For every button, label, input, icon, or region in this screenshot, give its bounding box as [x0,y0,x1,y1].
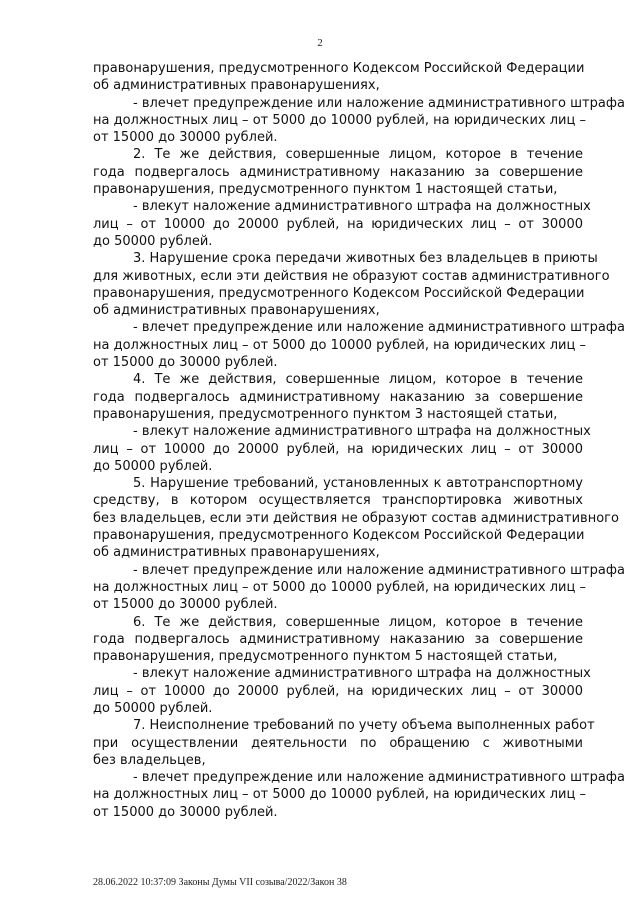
text-line: от 15000 до 30000 рублей. [93,804,278,820]
text-line: от 15000 до 30000 рублей. [93,355,278,371]
text-line: средству, в котором осуществляется транспортировка животных [93,493,583,509]
text-line: 5. Нарушение требований, установленных к автотранспортному [133,476,583,492]
text-line: правонарушения, предусмотренного Кодексом Российской Федерации [93,285,585,301]
text-line: без владельцев, если эти действия не образуют состав административного [93,510,619,526]
paragraph [93,146,583,198]
text-line: - влекут наложение административного штрафа на должностных [133,424,591,440]
text-line: правонарушения, предусмотренного пунктом 5 настоящей статьи, [93,649,558,665]
text-line: 6. Те же действия, совершенные лицом, которое в течение [133,614,583,630]
text-line: - влечет предупреждение или наложение административного штрафа [133,95,625,111]
text-line: от 15000 до 30000 рублей. [93,597,278,613]
paragraph [93,319,625,371]
text-line: 3. Нарушение срока передачи животных без владельцев в приюты [133,251,598,267]
text-line: на должностных лиц – от 5000 до 10000 рублей, на юридических лиц – [93,787,586,803]
text-line: 2. Те же действия, совершенные лицом, которое в течение [133,147,583,163]
text-line: 7. Неисполнение требований по учету объема выполненных работ [133,718,595,734]
text-line: без владельцев, [93,752,206,768]
text-line: об административных правонарушениях, [93,545,380,561]
text-line: об административных правонарушениях, [93,78,380,94]
paragraph [93,198,591,250]
paragraph [93,665,591,717]
text-line: правонарушения, предусмотренного Кодексом Российской Федерации [93,61,585,76]
text-line: об административных правонарушениях, [93,303,380,319]
paragraph [93,423,591,475]
page-number: 2 [317,37,323,49]
text-line: на должностных лиц – от 5000 до 10000 рублей, на юридических лиц – [93,337,586,353]
text-line: правонарушения, предусмотренного Кодексом Российской Федерации [93,528,585,544]
paragraph [93,60,583,95]
paragraph [93,475,619,561]
text-line: правонарушения, предусмотренного пунктом 3 настоящей статьи, [93,406,558,422]
text-line: от 15000 до 30000 рублей. [93,130,278,146]
text-line: - влечет предупреждение или наложение административного штрафа [133,320,625,336]
document-footer: 28.06.2022 10:37:09 Законы Думы VII созыва/2022/Закон 38 [93,877,347,888]
text-line: года подвергалось административному наказанию за совершение [93,389,583,405]
text-line: года подвергалось административному наказанию за совершение [93,164,583,180]
text-line: лиц – от 10000 до 20000 рублей, на юридических лиц – от 30000 [93,683,583,699]
paragraph [93,562,625,614]
paragraph [93,371,583,423]
text-line: для животных, если эти действия не образуют состав административного [93,268,610,284]
text-line: до 50000 рублей. [93,233,213,249]
text-line: 4. Те же действия, совершенные лицом, которое в течение [133,372,583,388]
text-line: - влекут наложение административного штрафа на должностных [133,199,591,215]
text-line: на должностных лиц – от 5000 до 10000 рублей, на юридических лиц – [93,579,586,595]
text-line: лиц – от 10000 до 20000 рублей, на юридических лиц – от 30000 [93,216,583,232]
text-line: года подвергалось административному наказанию за совершение [93,631,583,647]
text-line: на должностных лиц – от 5000 до 10000 рублей, на юридических лиц – [93,112,586,128]
paragraph [93,95,625,147]
paragraph [93,614,583,666]
text-line: до 50000 рублей. [93,458,213,474]
document-body [93,60,625,821]
text-line: - влечет предупреждение или наложение административного штрафа [133,770,625,786]
text-line: при осуществлении деятельности по обращению с животными [93,735,583,751]
paragraph [93,250,610,319]
paragraph [93,717,595,769]
paragraph [93,769,625,821]
text-line: лиц – от 10000 до 20000 рублей, на юридических лиц – от 30000 [93,441,583,457]
text-line: до 50000 рублей. [93,700,213,716]
text-line: - влекут наложение административного штрафа на должностных [133,666,591,682]
text-line: правонарушения, предусмотренного пунктом 1 настоящей статьи, [93,182,558,198]
text-line: - влечет предупреждение или наложение административного штрафа [133,562,625,578]
